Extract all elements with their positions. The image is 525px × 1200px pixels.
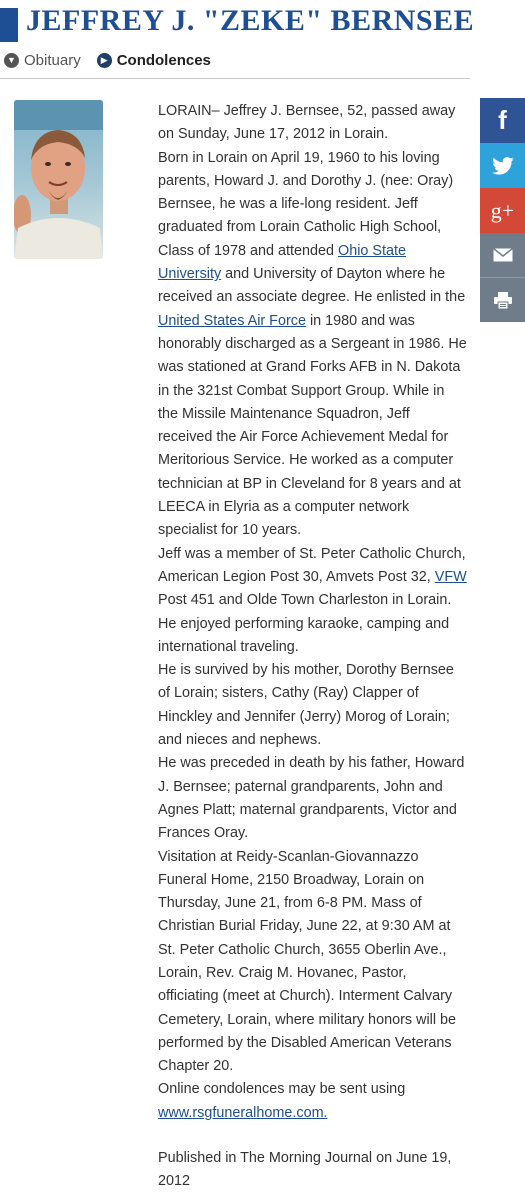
text-fragment: Post 451 and Olde Town Charleston in Lorain. He enjoyed performing karaoke, camping and international traveling. [158,592,452,655]
link-funeral-home[interactable]: www.rsgfuneralhome.com. [158,1104,328,1121]
divider [0,78,470,79]
share-googleplus-button[interactable] [480,188,525,233]
link-air-force[interactable]: United States Air Force [158,312,306,329]
share-twitter-button[interactable] [480,143,525,188]
portrait-photo [14,100,103,259]
text-fragment: in 1980 and was honorably discharged as a Sergeant in 1986. He was stationed at Grand Forks AFB in N. Dakota in the 321st Combat Support Group. While in the Missile Maintenance Squadron, Jeff received the Air Force Achievement Medal for Meritorious Service. He worked as a computer technician at BP in Cleveland for 8 years and at LEECA in Elyria as a computer network specialist for 10 years. [158,312,467,539]
twitter-icon [492,157,514,175]
googleplus-icon: g+ [490,197,515,223]
paragraph-biography [158,147,468,543]
share-facebook-button[interactable] [480,98,525,143]
chevron-down-icon: ▼ [4,53,19,68]
paragraph-memberships [158,543,468,659]
link-ohio-state[interactable]: Ohio State University [158,242,407,283]
chevron-right-icon: ▶ [97,53,112,68]
link-vfw[interactable]: VFW [434,568,467,585]
obituary-nav [4,52,211,69]
title-accent-bar [0,8,18,42]
obituary-body [158,100,468,1194]
page-title: JEFFREY J. "ZEKE" BERNSEE [26,4,475,37]
envelope-icon [493,248,513,262]
published-note: Published in The Morning Journal on June 19, 2012 [158,1150,452,1190]
paragraph-preceded: He was preceded in death by his father, Howard J. Bernsee; paternal grandparents, John and Agnes Platt; maternal grandparents, Victor and Frances Oray. [158,755,465,842]
print-button[interactable] [480,277,525,322]
facebook-icon: f [498,105,507,135]
tab-condolences[interactable] [97,52,211,69]
paragraph-condolences [158,1078,468,1125]
paragraph-intro: LORAIN– Jeffrey J. Bernsee, 52, passed away on Sunday, June 17, 2012 in Lorain. [158,103,456,143]
text-fragment: Online condolences may be sent using [158,1081,406,1098]
text-fragment: Jeff was a member of St. Peter Catholic Church, American Legion Post 30, Amvets Post 32, [158,545,466,585]
paragraph-survivors: He is survived by his mother, Dorothy Bernsee of Lorain; sisters, Cathy (Ray) Clapper of Hinckley and Jennifer (Jerry) Morog of Lorain; and nieces and nephews. [158,662,454,749]
tab-obituary-label: Obituary [24,52,81,69]
tab-condolences-label: Condolences [116,52,211,69]
tab-obituary[interactable] [4,52,81,69]
share-bar [480,98,525,322]
text-fragment: Born in Lorain on April 19, 1960 to his loving parents, Howard J. and Dorothy J. (nee: Oray) Bernsee, he was a life-long resident. Jeff graduated from Lorain Catholic High School, Class of 1978 and attended [158,149,454,259]
share-email-button[interactable] [480,233,525,277]
paragraph-services: Visitation at Reidy-Scanlan-Giovannazzo Funeral Home, 2150 Broadway, Lorain on Thursday, June 21, from 6-8 PM. Mass of Christian Burial Friday, June 22, at 9:30 AM at St. Peter Catholic Church, 3655 Oberlin Ave., Lorain, Rev. Craig M. Hovanec, Pastor, officiating (meet at Church). Interment Calvary Cemetery, Lorain, where military honors will be performed by the Disabled American Veterans Chapter 20. [158,848,457,1075]
printer-icon [494,292,512,309]
text-fragment: and University of Dayton where he received an associate degree. He enlisted in the [158,266,466,306]
